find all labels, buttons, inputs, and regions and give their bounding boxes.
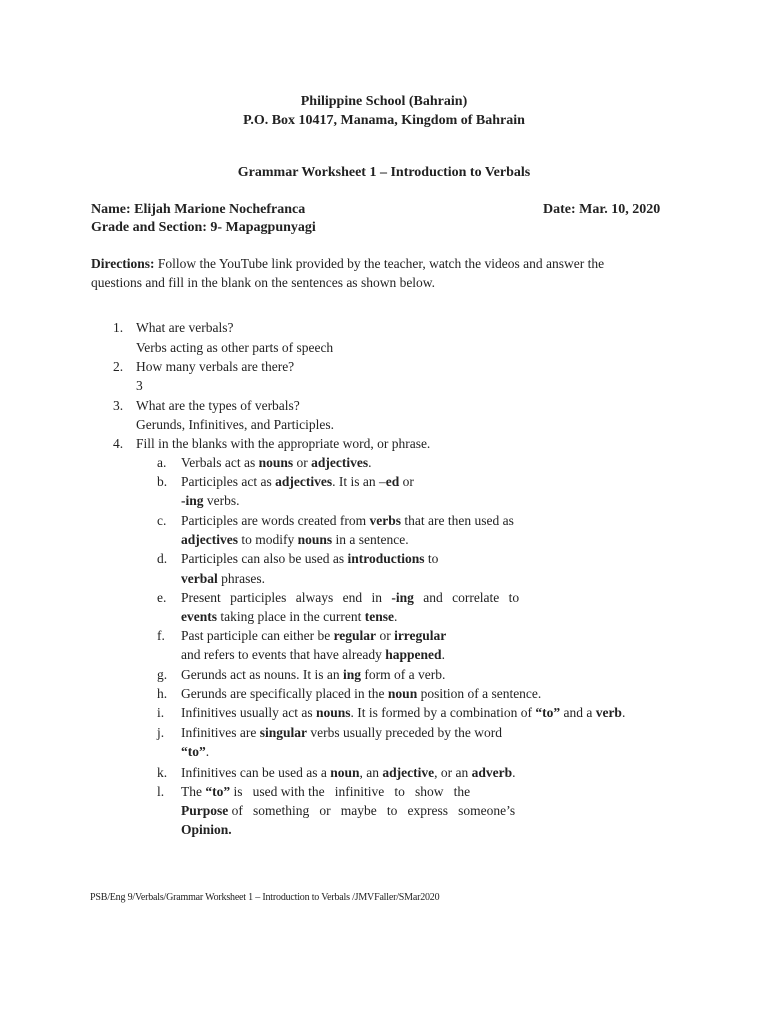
item-i-line-1: Infinitives usually act as nouns. It is formed by a combination of “to” and a verb. (181, 705, 626, 720)
question-number: 3. (113, 398, 124, 413)
item-j-line-2: “to”. (181, 744, 210, 759)
item-h-line-1: Gerunds are specifically placed in the noun position of a sentence. (181, 686, 542, 701)
item-l-line-2: Purpose of something or maybe to express someone’s (181, 803, 516, 818)
question-number: 2. (113, 359, 124, 374)
item-d-line-1: Participles can also be used as introductions to (181, 551, 439, 566)
item-b-line-2: -ing verbs. (181, 493, 240, 508)
answer-text: 3 (136, 378, 143, 393)
question-text: What are the types of verbals? (136, 398, 300, 413)
item-j-line-1: Infinitives are singular verbs usually preceded by the word (181, 725, 502, 740)
item-l-line-3: Opinion. (181, 822, 232, 837)
page-footer: PSB/Eng 9/Verbals/Grammar Worksheet 1 – Introduction to Verbals /JMVFaller/SMar2020 (90, 892, 440, 903)
item-k-line-1: Infinitives can be used as a noun, an adjective, or an adverb. (181, 765, 516, 780)
item-l-line-1: The “to” is used with the infinitive to show the (181, 784, 471, 799)
directions-label: Directions: (91, 256, 155, 271)
item-letter: f. (157, 628, 165, 643)
item-letter: h. (157, 686, 168, 701)
student-name: Name: Elijah Marione Nochefranca (91, 202, 306, 217)
item-c-line-2: adjectives to modify nouns in a sentence. (181, 532, 409, 547)
item-letter: e. (157, 590, 167, 605)
directions-line-2: questions and fill in the blank on the sentences as shown below. (91, 275, 436, 290)
item-letter: a. (157, 455, 167, 470)
item-letter: b. (157, 474, 168, 489)
answer-text: Verbs acting as other parts of speech (136, 340, 334, 355)
grade-section: Grade and Section: 9- Mapagpunyagi (91, 220, 316, 235)
item-letter: c. (157, 513, 167, 528)
item-letter: d. (157, 551, 168, 566)
item-c-line-1: Participles are words created from verbs that are then used as (181, 513, 514, 528)
school-address: P.O. Box 10417, Manama, Kingdom of Bahrain (243, 113, 525, 128)
item-g-line-1: Gerunds act as nouns. It is an ing form of a verb. (181, 667, 446, 682)
item-letter: j. (157, 725, 165, 740)
question-text: Fill in the blanks with the appropriate word, or phrase. (136, 436, 431, 451)
item-d-line-2: verbal phrases. (181, 571, 265, 586)
item-a-line-1: Verbals act as nouns or adjectives. (181, 455, 372, 470)
question-text: What are verbals? (136, 320, 234, 335)
item-b-line-1: Participles act as adjectives. It is an –ed or (181, 474, 414, 489)
school-name: Philippine School (Bahrain) (300, 94, 468, 109)
question-number: 1. (113, 320, 124, 335)
item-letter: l. (157, 784, 165, 799)
item-e-line-1: Present participles always end in -ing and correlate to (181, 590, 520, 605)
worksheet-title: Grammar Worksheet 1 – Introduction to Verbals (237, 165, 531, 180)
item-e-line-2: events taking place in the current tense. (181, 609, 398, 624)
answer-text: Gerunds, Infinitives, and Participles. (136, 417, 334, 432)
item-letter: i. (157, 705, 165, 720)
item-letter: g. (157, 667, 168, 682)
item-letter: k. (157, 765, 168, 780)
directions-line-1: Directions: Follow the YouTube link provided by the teacher, watch the videos and answer the (91, 256, 605, 271)
item-f-line-2: and refers to events that have already happened. (181, 647, 445, 662)
question-text: How many verbals are there? (136, 359, 295, 374)
worksheet-date: Date: Mar. 10, 2020 (543, 202, 661, 217)
question-number: 4. (113, 436, 124, 451)
item-f-line-1: Past participle can either be regular or irregular (181, 628, 447, 643)
